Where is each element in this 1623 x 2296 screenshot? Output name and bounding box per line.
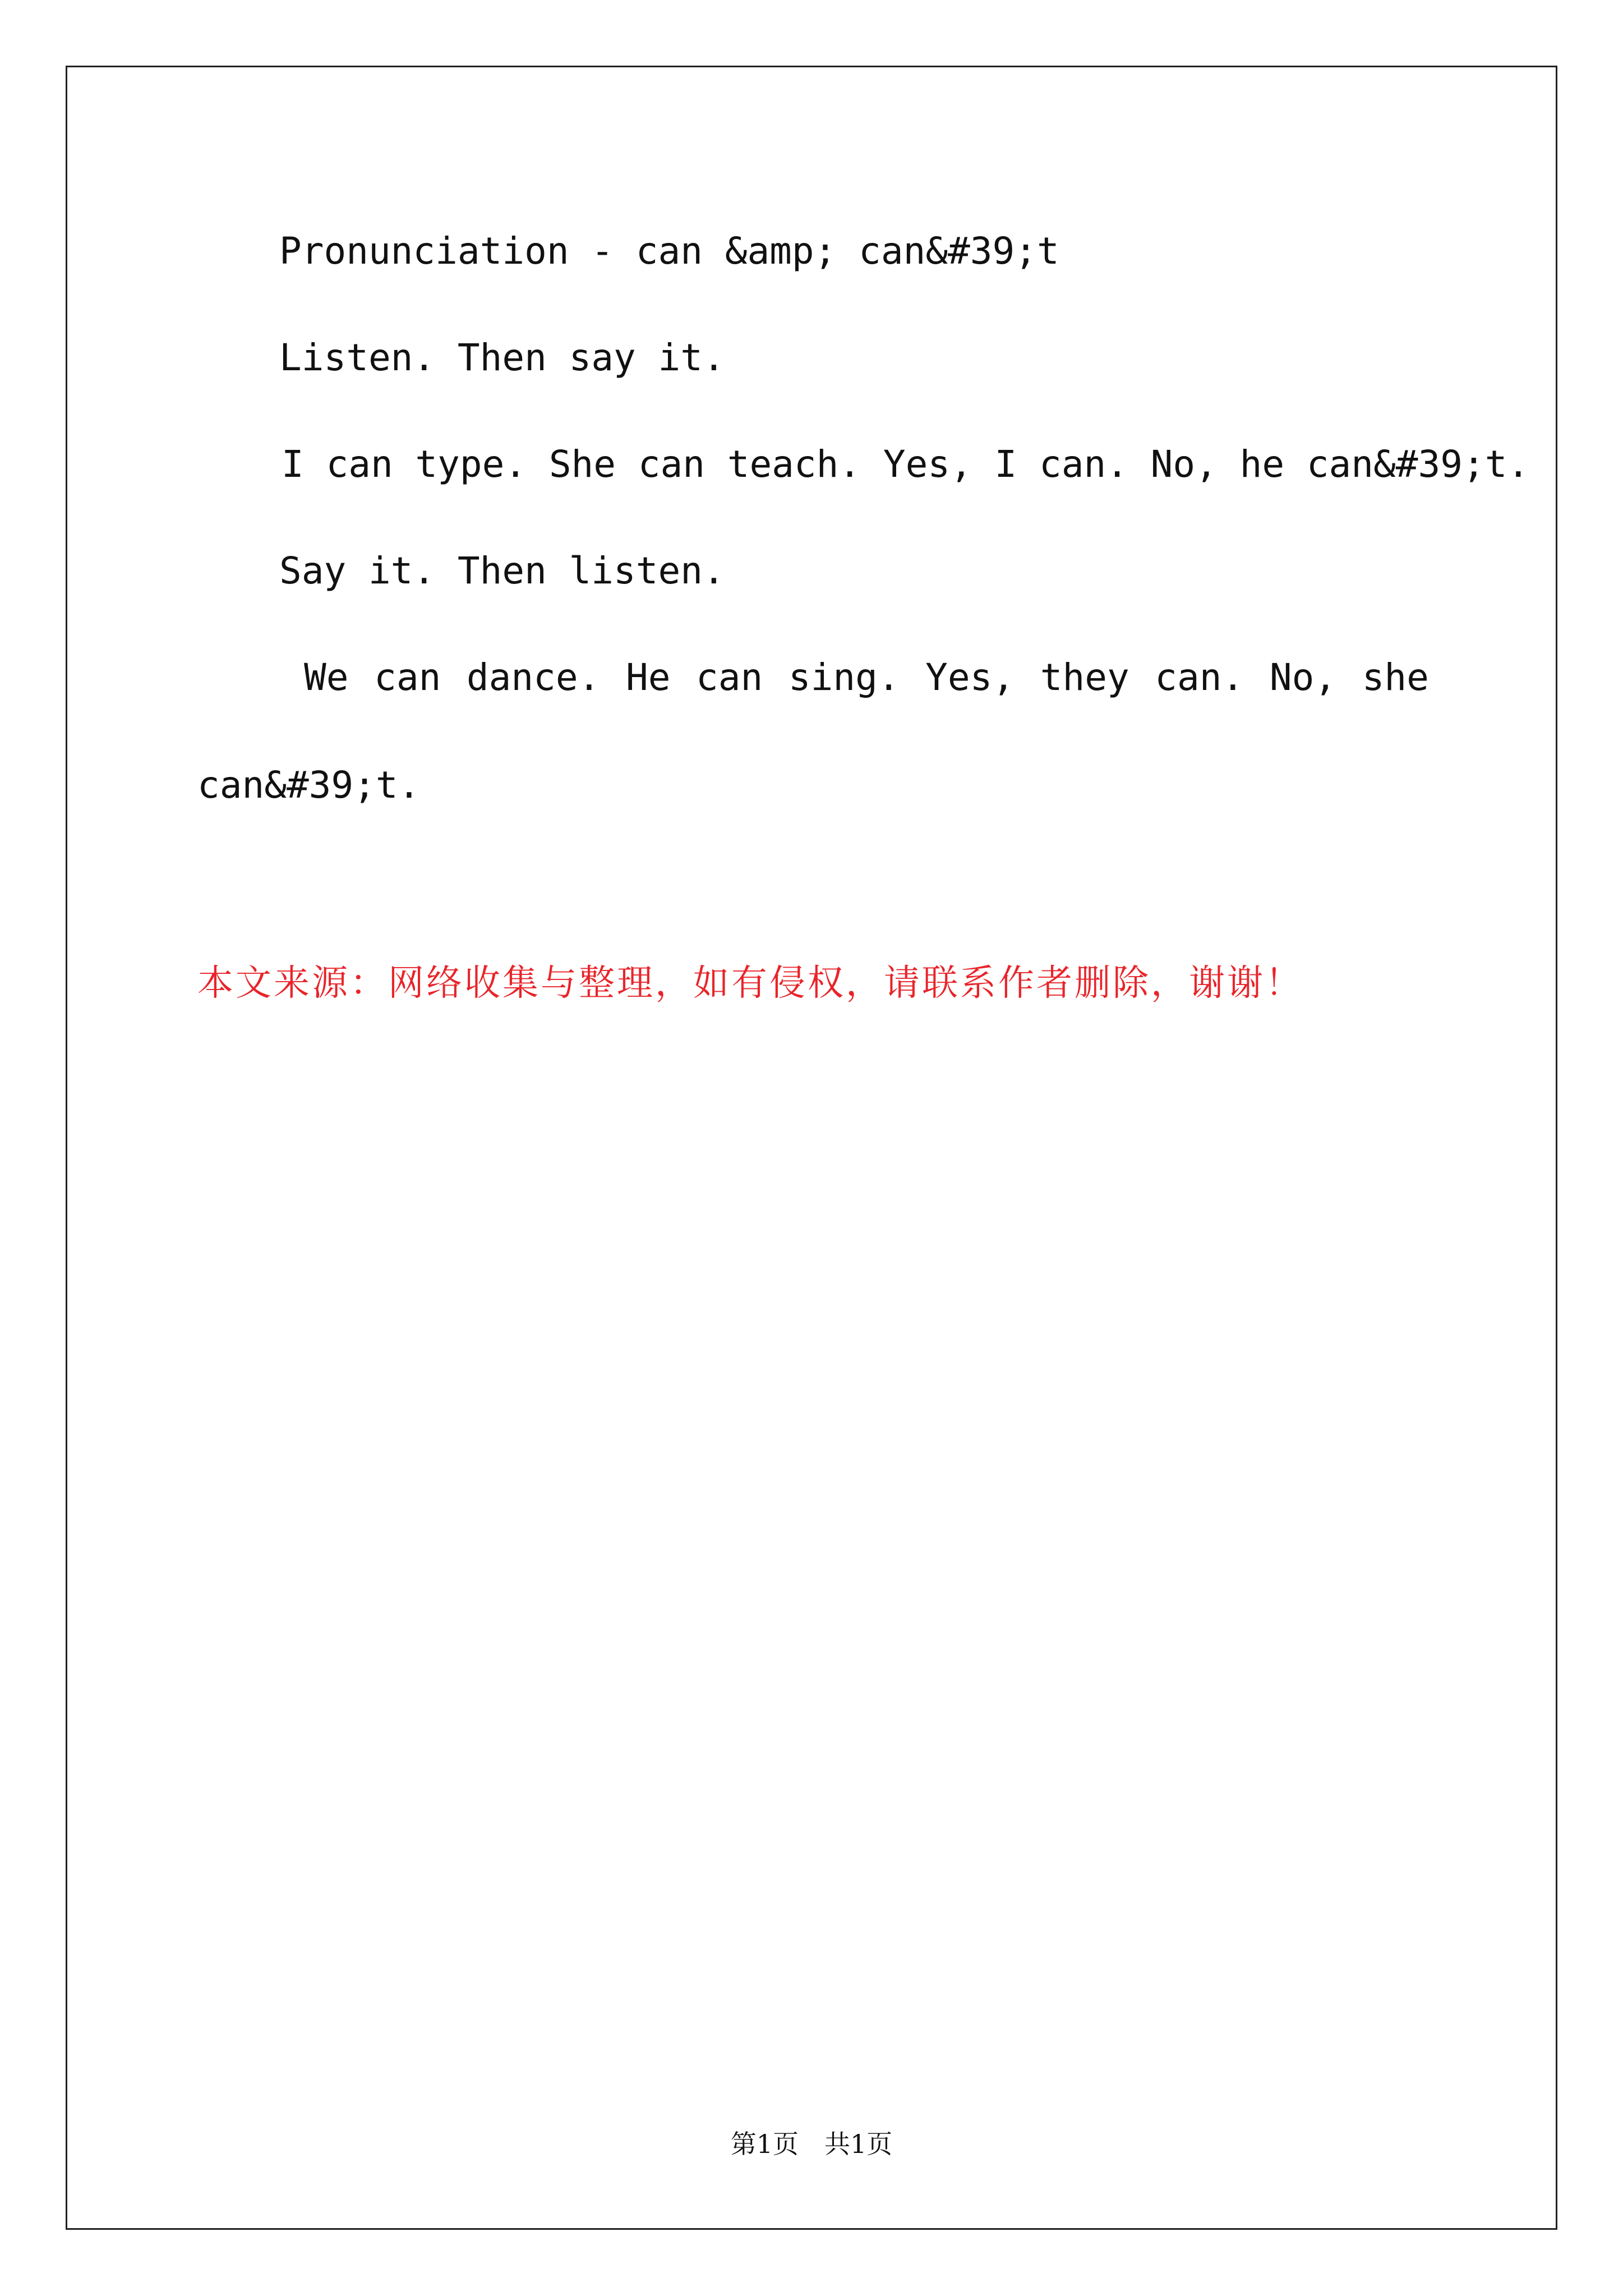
word: she	[1362, 656, 1429, 699]
page-number-footer: 第1页 共1页	[730, 2129, 893, 2159]
word: can	[696, 656, 763, 699]
word: they	[1040, 656, 1129, 699]
page-border	[66, 66, 1557, 2230]
word: can.	[1155, 656, 1244, 699]
word: can	[374, 656, 441, 699]
paragraph-sentences-1: I can type. She can teach. Yes, I can. No, he can&#39;t.	[282, 443, 1530, 486]
source-notice: 本文来源：网络收集与整理，如有侵权，请联系作者删除，谢谢！	[197, 963, 1303, 1004]
word: dance.	[466, 656, 601, 699]
word: He	[625, 656, 671, 699]
paragraph-instruction-2: Say it. Then listen.	[279, 549, 725, 592]
paragraph-title: Pronunciation - can &amp; can&#39;t	[279, 229, 1059, 273]
paragraph-instruction-1: Listen. Then say it.	[279, 336, 725, 379]
paragraph-sentences-2-line2: can&#39;t.	[197, 763, 421, 807]
word: We	[304, 656, 349, 699]
paragraph-sentences-2-line1	[304, 652, 1429, 703]
word: Yes,	[925, 656, 1015, 699]
word: No,	[1269, 656, 1337, 699]
word: sing.	[788, 656, 900, 699]
